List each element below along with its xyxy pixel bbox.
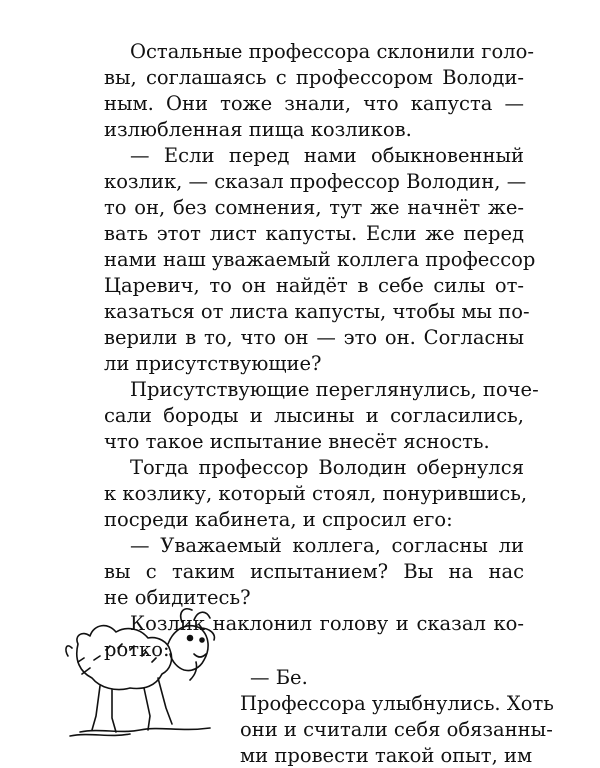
text-line-15: сали бороды и лысины и согласились, [104, 404, 524, 427]
text-line-7: то он, без сомнения, тут же начнёт же- [104, 196, 524, 219]
text-line-20: — Уважаемый коллега, согласны ли [130, 534, 524, 557]
text-line-2: вы, соглашаясь с профессором Володи- [104, 66, 524, 89]
text-line-19: посреди кабинета, и спросил его: [104, 508, 453, 531]
text-line-3: ным. Они тоже знали, что капуста — [104, 92, 524, 115]
text-line-5: — Если перед нами обыкновенный [130, 144, 524, 167]
text-line-11: казаться от листа капусты, чтобы мы по- [104, 300, 530, 323]
text-line-1: Остальные профессора склонили голо- [130, 40, 534, 63]
text-line-21: вы с таким испытанием? Вы на нас [104, 560, 524, 583]
text-line-22: не обидитесь? [104, 586, 251, 609]
text-line-9: нами наш уважаемый коллега профессор [104, 248, 536, 271]
text-line-18: к козлику, который стоял, понурившись, [104, 482, 528, 505]
text-line-28: ми провести такой опыт, им [240, 744, 533, 767]
text-line-26: Профессора улыбнулись. Хоть [240, 692, 554, 715]
text-line-6: козлик, — сказал профессор Володин, — [104, 170, 527, 193]
text-line-25: — Бе. [250, 666, 308, 689]
text-line-13: ли присутствующие? [104, 352, 322, 375]
text-line-14: Присутствующие переглянулись, поче- [130, 378, 539, 401]
text-line-10: Царевич, то он найдёт в себе силы от- [104, 274, 524, 297]
text-line-8: вать этот лист капусты. Если же перед [104, 222, 524, 245]
text-line-4: излюбленная пища козликов. [104, 118, 412, 141]
text-line-17: Тогда профессор Володин обернулся [130, 456, 524, 479]
text-line-27: они и считали себя обязанны- [240, 718, 553, 741]
text-line-16: что такое испытание внесёт ясность. [104, 430, 490, 453]
text-line-12: верили в то, что он — это он. Согласны [104, 326, 524, 349]
goat-illustration-icon [60, 598, 220, 738]
text-line-23: Козлик наклонил голову и сказал ко- [130, 612, 524, 635]
text-line-24: ротко: [104, 638, 170, 661]
